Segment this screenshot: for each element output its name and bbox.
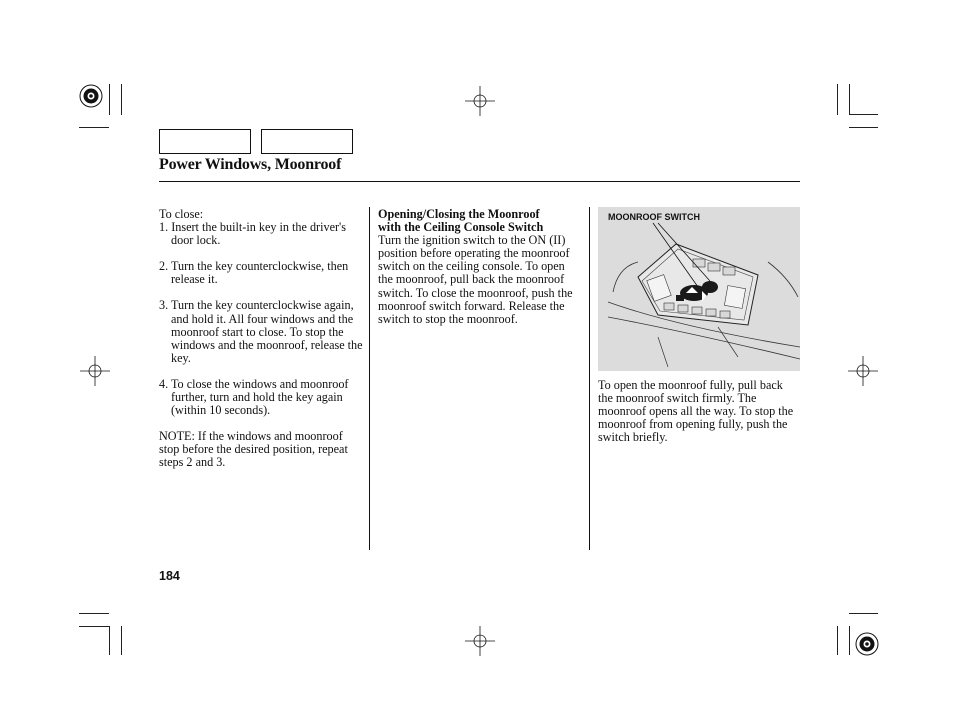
crosshair-target-icon bbox=[848, 356, 878, 386]
section-heading-line1: Opening/Closing the Moonroof bbox=[378, 207, 540, 221]
right-column-text bbox=[598, 379, 800, 444]
column-divider bbox=[589, 207, 590, 550]
left-column bbox=[159, 208, 365, 470]
section-body: Turn the ignition switch to the ON (II) position before operating the moonroof switch on the ceiling console. To open the moonroof, pull back the moonroof switch. To close the moonroof, push the moonroof switch forward. Release the switch to stop the moonroof. bbox=[378, 233, 573, 326]
column-divider bbox=[369, 207, 370, 550]
crosshair-target-icon bbox=[80, 356, 110, 386]
note-text: NOTE: If the windows and moonroof stop before the desired position, repeat steps 2 and 3. bbox=[159, 429, 348, 470]
figure-label: MOONROOF SWITCH bbox=[608, 212, 700, 222]
page-title: Power Windows, Moonroof bbox=[159, 156, 342, 173]
crosshair-target-icon bbox=[465, 626, 495, 656]
step-2: 2. Turn the key counterclockwise, then release it. bbox=[159, 259, 349, 287]
header-tab-box-right bbox=[261, 129, 353, 154]
title-rule bbox=[159, 181, 800, 182]
header-tab-box-left bbox=[159, 129, 251, 154]
registration-target-icon bbox=[855, 632, 879, 656]
section-heading-line2: with the Ceiling Console Switch bbox=[378, 220, 544, 235]
step-4: 4. To close the windows and moonroof further, turn and hold the key again (within 10 seconds). bbox=[159, 376, 349, 418]
page-number: 184 bbox=[159, 569, 180, 583]
moonroof-switch-figure bbox=[598, 207, 800, 371]
intro-text: To close: bbox=[159, 207, 204, 221]
middle-column bbox=[378, 208, 578, 326]
registration-target-icon bbox=[79, 84, 103, 108]
step-1: 1. Insert the built-in key in the driver's door lock. bbox=[159, 220, 346, 248]
step-3: 3. Turn the key counterclockwise again, and hold it. All four windows and the moonroof start to close. To stop the windows and the moonroof, release the key. bbox=[159, 298, 363, 365]
right-body: To open the moonroof fully, pull back the moonroof switch firmly. The moonroof opens all the way. To stop the moonroof from opening fully, push the switch briefly. bbox=[598, 378, 794, 445]
ceiling-console-illustration bbox=[598, 207, 800, 371]
crosshair-target-icon bbox=[465, 86, 495, 116]
